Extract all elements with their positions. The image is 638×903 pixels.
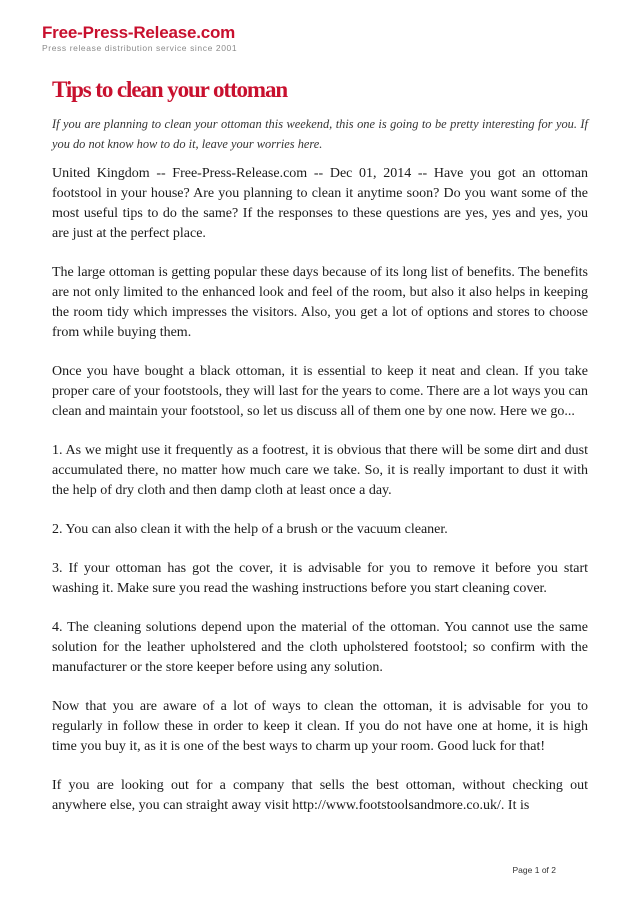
article-tip-3: 3. If your ottoman has got the cover, it is advisable for you to remove it before you start washing it. Make sure you read the washing instructions before you start cleaning cover. bbox=[52, 561, 588, 596]
article-paragraph-cta: If you are looking out for a company that sells the best ottoman, without checking out anywhere else, you can straight away visit http://www.footstoolsandmore.co.uk/. It is bbox=[52, 778, 588, 813]
article-tip-2: 2. You can also clean it with the help of a brush or the vacuum cleaner. bbox=[52, 522, 448, 537]
article-body bbox=[52, 76, 588, 835]
article-paragraph-care: Once you have bought a black ottoman, it is essential to keep it neat and clean. If you take proper care of your footstools, they will last for the years to come. There are a lot ways you can clean and maintain your footstool, so let us discuss all of them one by one now. Here we go... bbox=[52, 364, 588, 419]
site-header bbox=[42, 24, 237, 53]
article-paragraph-conclusion: Now that you are aware of a lot of ways to clean the ottoman, it is advisable for you to regularly in follow these in order to keep it clean. If you do not have one at home, it is high time you buy it, as it is one of the best ways to charm up your room. Good luck for that! bbox=[52, 699, 588, 754]
article-paragraph-benefits: The large ottoman is getting popular these days because of its long list of benefits. The benefits are not only limited to the enhanced look and feel of the room, but also it also helps in keeping the room tidy which impresses the visitors. Also, you get a lot of options and stores to choose from while buying them. bbox=[52, 265, 588, 340]
article-summary: If you are planning to clean your ottoman this weekend, this one is going to be pretty interesting for you. If you do not know how to do it, leave your worries here. bbox=[52, 117, 588, 151]
page-number: Page 1 of 2 bbox=[512, 865, 556, 875]
site-tagline: Press release distribution service since 2001 bbox=[42, 43, 238, 53]
article-tip-1: 1. As we might use it frequently as a footrest, it is obvious that there will be some dirt and dust accumulated there, no matter how much care we take. So, it is really important to dust it with the help of dry cloth and then damp cloth at least once a day. bbox=[52, 443, 588, 498]
article-paragraph-intro: United Kingdom -- Free-Press-Release.com -- Dec 01, 2014 -- Have you got an ottoman footstool in your house? Are you planning to clean it anytime soon? Do you want some of the most useful tips to do the same? If the responses to these questions are yes, yes and yes, you are just at the perfect place. bbox=[52, 166, 588, 241]
article-tip-4: 4. The cleaning solutions depend upon the material of the ottoman. You cannot use the same solution for the leather upholstered and the cloth upholstered footstool; so confirm with the manufacturer or the store keeper before using any solution. bbox=[52, 620, 588, 675]
site-logo-text: Free-Press-Release.com bbox=[42, 23, 236, 42]
article-title: Tips to clean your ottoman bbox=[52, 77, 288, 102]
